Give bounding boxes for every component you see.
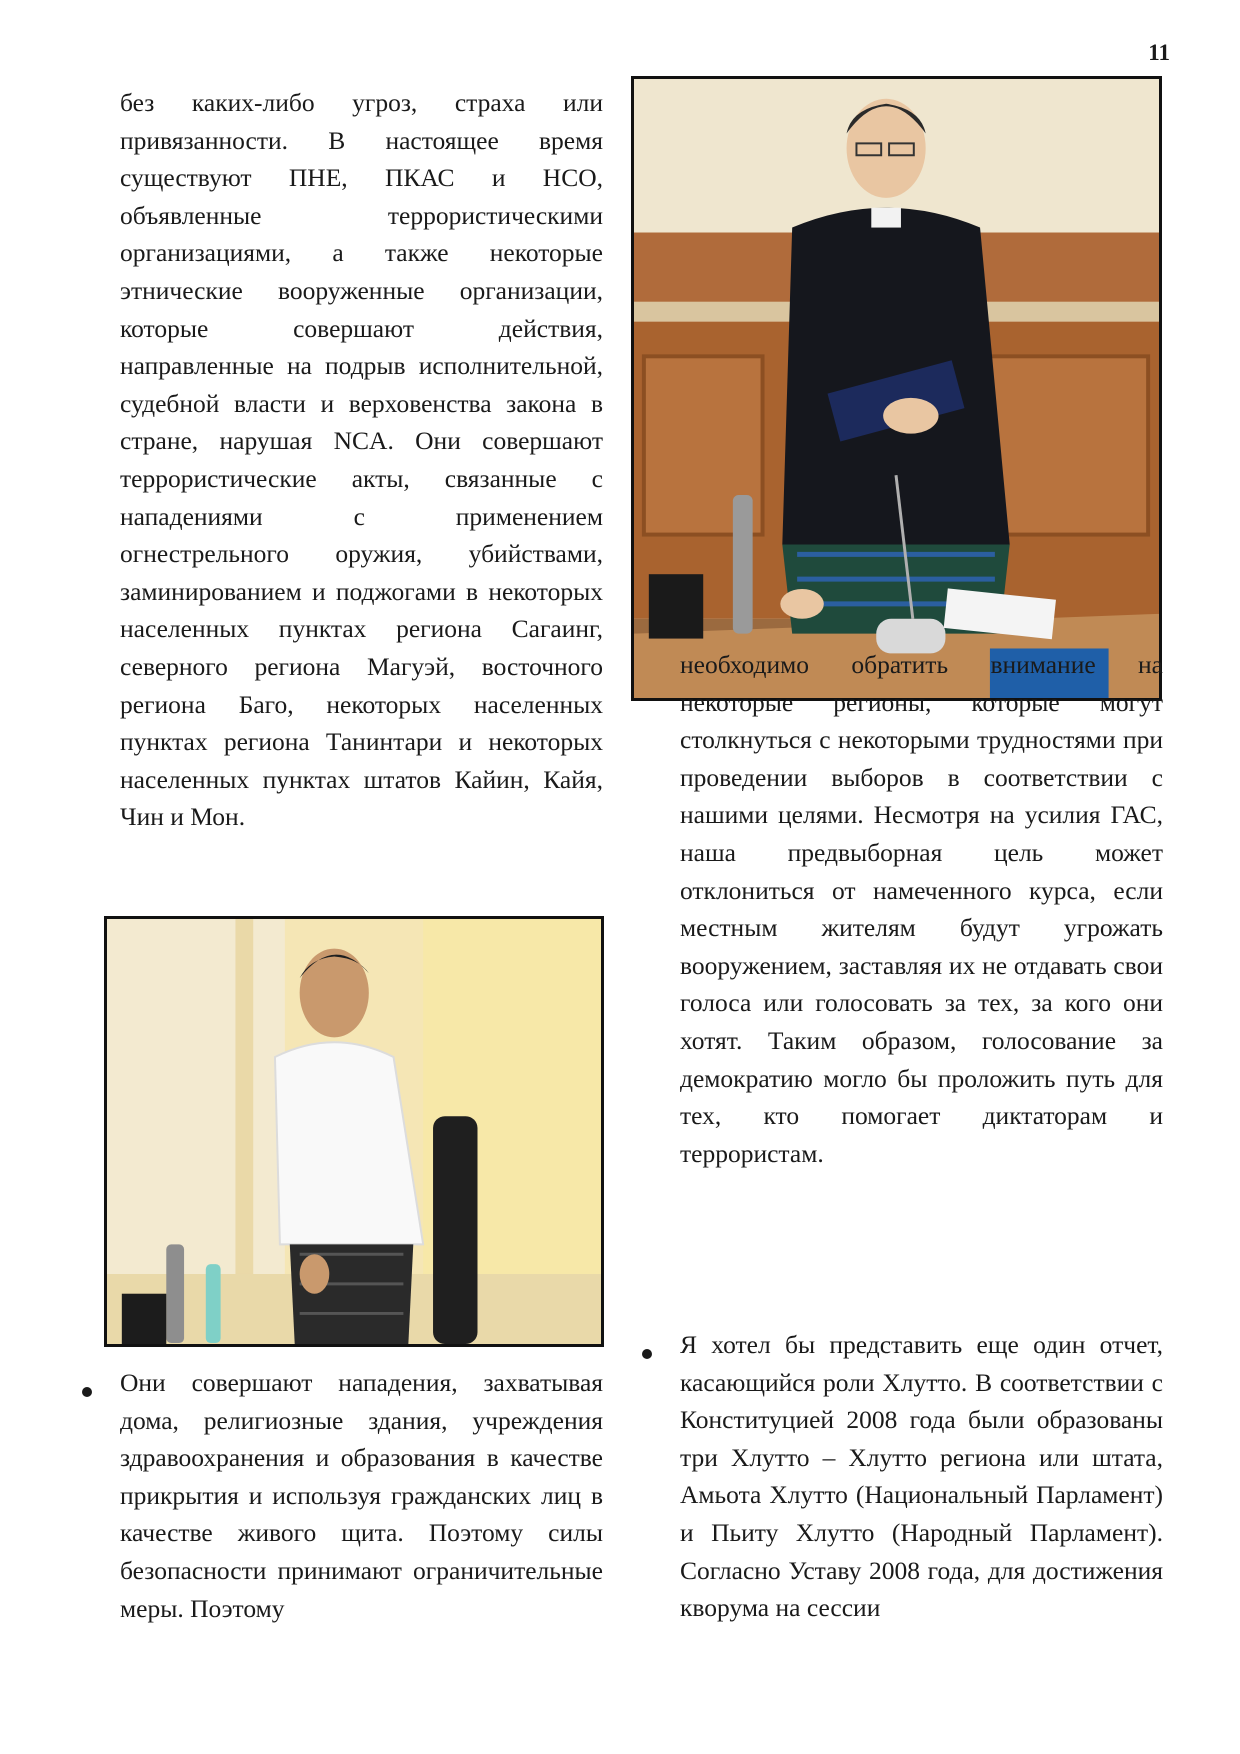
left-paragraph-1: без каких-либо угроз, страха или привязанности. В настоящее время существуют ПНЕ, ПКАС и НСО, объявленные террористическими организациями, а также некоторые этнические вооруженные организации, которые совершают действия, направленные на подрыв исполнительной, судебной власти и верховенства закона в стране, нарушая NCA. Они совершают террористические акты, связанные с нападениями с применением огнестрельного оружия, убийствами, заминированием и поджогами в некоторых населенных пунктах региона Сагаинг, северного региона Магуэй, восточного региона Баго, некоторых населенных пунктах региона Танинтари и некоторых населенных пунктах штатов Кайин, Кайя, Чин и Мон.	[120, 88, 603, 832]
photo-official-in-white-image	[107, 919, 601, 1344]
photo-official-speaking-image	[634, 79, 1159, 698]
right-paragraph-1: необходимо обратить внимание на некоторые регионы, которые могут столкнуться с некоторыми трудностями при проведении выборов в соответствии с нашими целями. Несмотря на усилия ГАС, наша предвыборная цель может отклониться от намеченного курса, если местным жителям будут угрожать вооружением, заставляя их не отдавать свои голоса или голосовать за тех, за кого они хотят. Таким образом, голосование за демократию могло бы проложить путь для тех, кто помогает диктаторам и террористам.	[680, 650, 1163, 1168]
photo-official-in-white	[104, 916, 604, 1347]
bullet-marker	[82, 1387, 92, 1397]
page-number: 11	[1148, 40, 1170, 65]
bullet-marker	[642, 1349, 652, 1359]
left-bullet-paragraph: Они совершают нападения, захватывая дома, религиозные здания, учреждения здравоохранения и образования в качестве прикрытия и используя гражданских лиц в качестве живого щита. Поэтому силы безопасности принимают ограничительные меры. Поэтому	[120, 1368, 603, 1623]
photo-official-speaking	[631, 76, 1162, 701]
right-bullet-paragraph: Я хотел бы представить еще один отчет, касающийся роли Хлутто. В соответствии с Конституцией 2008 года были образованы три Хлутто – Хлутто региона или штата, Амьота Хлутто (Национальный Парламент) и Пьиту Хлутто (Народный Парламент). Согласно Уставу 2008 года, для достижения кворума на сессии	[680, 1330, 1163, 1623]
